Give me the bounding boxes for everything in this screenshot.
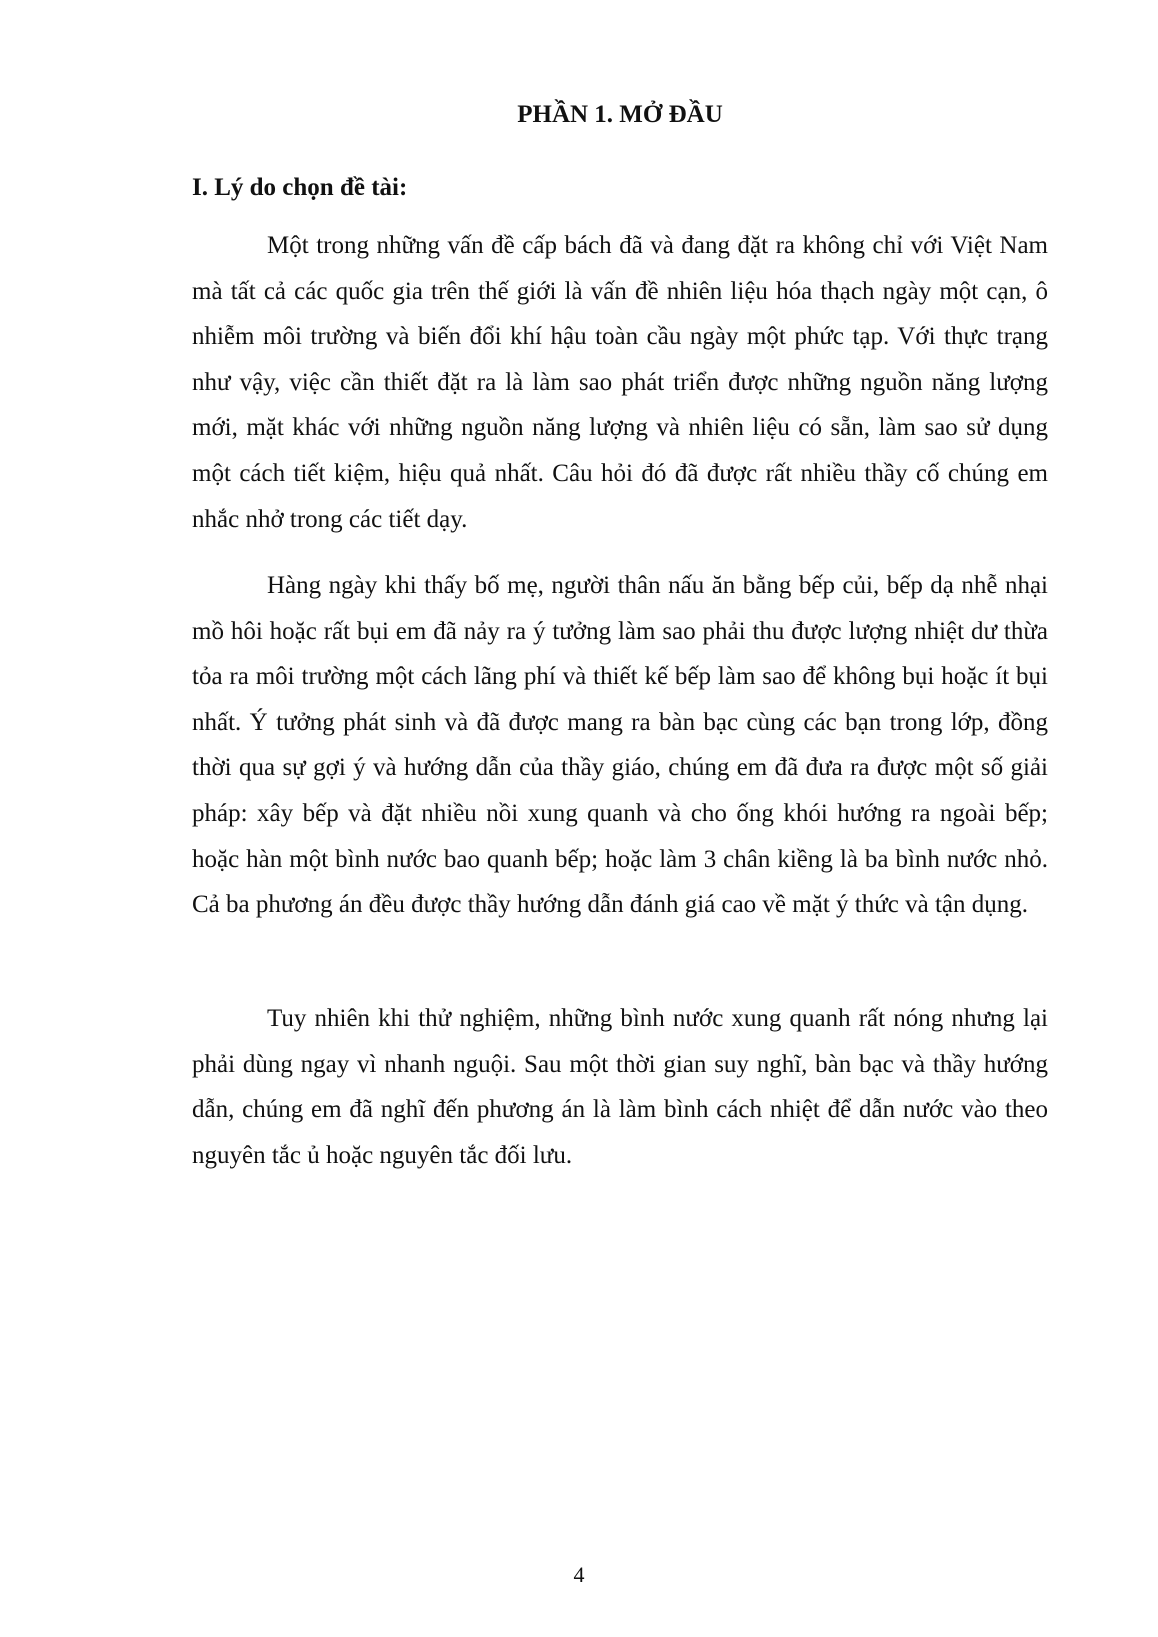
paragraph: Hàng ngày khi thấy bố mẹ, người thân nấu ăn bằng bếp củi, bếp dạ nhễ nhại mồ hôi hoặc rất bụi em đã nảy ra ý tưởng làm sao phải thu được lượng nhiệt dư thừa tỏa ra môi trường một cách lãng phí và thiết kế bếp làm sao để không bụi hoặc ít bụi nhất. Ý tưởng phát sinh và đã được mang ra bàn bạc cùng các bạn trong lớp, đồng thời qua sự gợi ý và hướng dẫn của thầy giáo, chúng em đã đưa ra được một số giải pháp: xây bếp và đặt nhiều nồi xung quanh và cho ống khói hướng ra ngoài bếp; hoặc hàn một bình nước bao quanh bếp; hoặc làm 3 chân kiềng là ba bình nước nhỏ. Cả ba phương án đều được thầy hướng dẫn đánh giá cao về mặt ý thức và tận dụng. [192, 572, 1048, 919]
section-heading: I. Lý do chọn đề tài: [192, 174, 408, 201]
paragraph: Tuy nhiên khi thử nghiệm, những bình nước xung quanh rất nóng nhưng lại phải dùng ngay vì nhanh nguội. Sau một thời gian suy nghĩ, bàn bạc và thầy hướng dẫn, chúng em đã nghĩ đến phương án là làm bình cách nhiệt để dẫn nước vào theo nguyên tắc ủ hoặc nguyên tắc đối lưu. [192, 1005, 1048, 1169]
paragraph: Một trong những vấn đề cấp bách đã và đang đặt ra không chỉ với Việt Nam mà tất cả các quốc gia trên thế giới là vấn đề nhiên liệu hóa thạch ngày một cạn, ô nhiễm môi trường và biến đổi khí hậu toàn cầu ngày một phức tạp. Với thực trạng như vậy, việc cần thiết đặt ra là làm sao phát triển được những nguồn năng lượng mới, mặt khác với những nguồn năng lượng và nhiên liệu có sẵn, làm sao sử dụng một cách tiết kiệm, hiệu quả nhất. Câu hỏi đó đã được rất nhiều thầy cố chúng em nhắc nhở trong các tiết dạy. [192, 232, 1048, 533]
page-number: 4 [573, 1562, 585, 1587]
part-title: PHẦN 1. MỞ ĐẦU [517, 101, 723, 128]
